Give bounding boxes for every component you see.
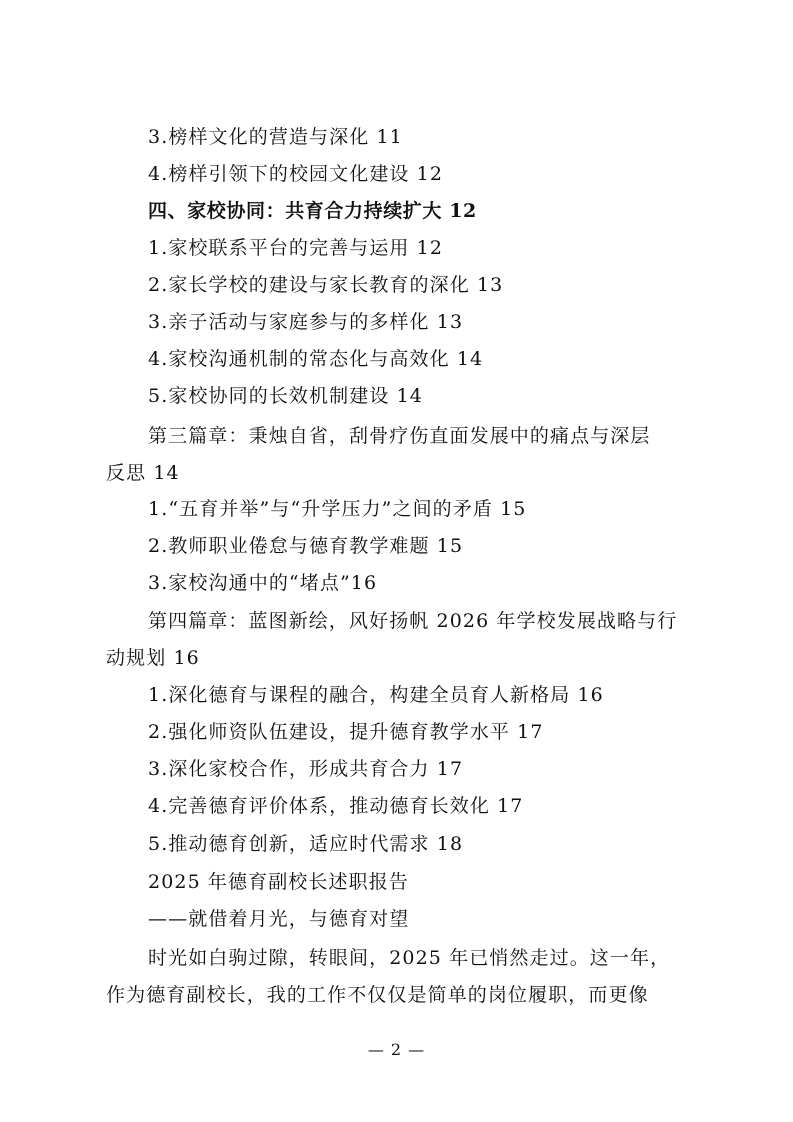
toc-item-parent-school: 2.家长学校的建设与家长教育的深化 13 xyxy=(148,274,504,296)
toc-item-contact-platform: 1.家校联系平台的完善与运用 12 xyxy=(148,237,444,259)
toc-item-five-education-conflict: 1.“五育并举”与“升学压力”之间的矛盾 15 xyxy=(148,498,527,520)
toc-item-evaluation-system: 4.完善德育评价体系，推动德育长效化 17 xyxy=(148,795,524,817)
toc-chapter-three-line-1: 第三篇章：秉烛自省，刮骨疗伤直面发展中的痛点与深层 xyxy=(148,425,651,447)
body-paragraph-line-1: 时光如白驹过隙，转眼间，2025 年已悄然走过。这一年， xyxy=(148,947,671,969)
body-paragraph-line-2: 作为德育副校长，我的工作不仅仅是简单的岗位履职，而更像 xyxy=(106,984,649,1006)
toc-item-role-model-culture: 3.榜样文化的营造与深化 11 xyxy=(148,126,403,148)
toc-chapter-four-line-1: 第四篇章：蓝图新绘，风好扬帆 2026 年学校发展战略与行 xyxy=(148,610,678,632)
toc-chapter-three-line-2: 反思 14 xyxy=(106,462,180,484)
report-title: 2025 年德育副校长述职报告 xyxy=(148,871,409,893)
toc-item-teacher-team: 2.强化师资队伍建设，提升德育教学水平 17 xyxy=(148,721,544,743)
toc-item-communication-mechanism: 4.家校沟通机制的常态化与高效化 14 xyxy=(148,348,484,370)
toc-item-parent-child-activities: 3.亲子活动与家庭参与的多样化 13 xyxy=(148,311,464,333)
toc-chapter-four-line-2: 动规划 16 xyxy=(106,647,200,669)
toc-item-curriculum-integration: 1.深化德育与课程的融合，构建全员育人新格局 16 xyxy=(148,684,604,706)
toc-item-communication-blockages: 3.家校沟通中的“堵点”16 xyxy=(148,572,378,594)
page-number: — 2 — xyxy=(367,1040,426,1059)
toc-item-innovation: 5.推动德育创新，适应时代需求 18 xyxy=(148,833,464,855)
report-subtitle: ——就借着月光，与德育对望 xyxy=(148,908,410,930)
toc-item-campus-culture: 4.榜样引领下的校园文化建设 12 xyxy=(148,163,444,185)
toc-section-home-school-collaboration: 四、家校协同：共育合力持续扩大 12 xyxy=(148,200,477,222)
toc-item-teacher-burnout: 2.教师职业倦怠与德育教学难题 15 xyxy=(148,535,464,557)
toc-item-long-term-mechanism: 5.家校协同的长效机制建设 14 xyxy=(148,385,423,407)
toc-item-home-school-cooperation: 3.深化家校合作，形成共育合力 17 xyxy=(148,758,464,780)
